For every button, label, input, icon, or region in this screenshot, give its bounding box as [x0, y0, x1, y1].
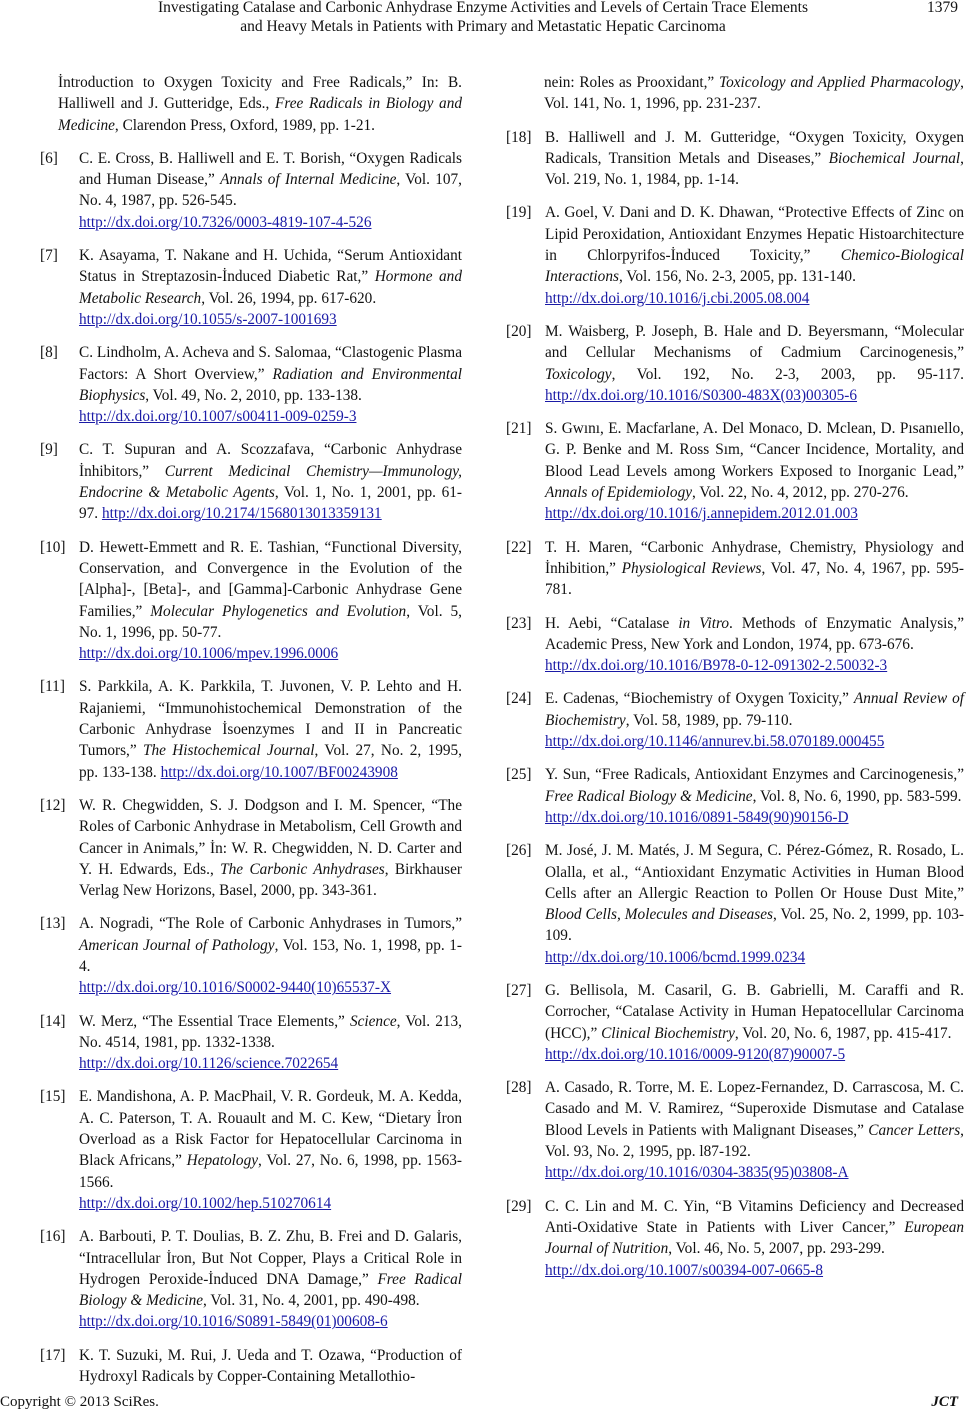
doi-link[interactable]: http://dx.doi.org/10.1006/mpev.1996.0006	[79, 645, 339, 663]
ref-source: Biochemical Journal	[828, 149, 961, 167]
doi-link[interactable]: http://dx.doi.org/10.1007/BF00243908	[160, 763, 398, 781]
reference-entry	[506, 764, 964, 828]
reference-entry	[40, 1226, 462, 1332]
reference-entry	[506, 1196, 964, 1281]
ref-text: C. E. Cross, B. Halliwell and E. T. Borish, “Oxygen Radicals and Human Disease,”	[79, 149, 462, 189]
reference-number: [28]	[506, 1079, 532, 1097]
reference-entry	[506, 537, 964, 601]
ref-source: Hormone and Metabolic Research	[79, 268, 462, 307]
ref-text: A. Nogradi, “The Role of Carbonic Anhydrases in Tumors,”	[79, 915, 462, 933]
reference-entry	[506, 980, 964, 1065]
ref-details: , Vol. 1, No. 1, 2001, pp. 61-97.	[79, 484, 462, 523]
ref-source: Current Medicinal Chemistry—Immunology, Endocrine & Metabolic Agents	[79, 462, 462, 502]
doi-link[interactable]: http://dx.doi.org/10.1016/0009-9120(87)90007-5	[545, 1045, 846, 1063]
reference-number: [17]	[40, 1346, 66, 1364]
reference-entry	[40, 148, 462, 233]
ref-source: Toxicology and Applied Pharmacology	[718, 74, 961, 91]
ref-source: Chemico-Biological Interactions	[545, 247, 964, 286]
ref-text: W. R. Chegwidden, S. J. Dodgson and I. M. Spencer, “The Roles of Carbonic Anhydrase in Metabolism, Cell Growth and Cancer in Animals,” İn: W. R. Chegwidden, N. D. Carter and Y. H. Edwards, Eds.,	[79, 796, 462, 878]
ref-details: , Vol. 93, No. 2, 1995, pp. l87-192.	[545, 1121, 964, 1161]
ref-details: , Vol. 213, No. 4514, 1981, pp. 1332-1338.	[79, 1012, 463, 1051]
reference-entry	[40, 245, 462, 330]
ref-source: Annual Review of Biochemistry	[545, 690, 965, 729]
reference-entry	[506, 321, 964, 406]
ref-source: in Vitro	[678, 614, 729, 632]
ref-text: W. Merz, “The Essential Trace Elements,”	[79, 1012, 350, 1030]
reference-entry	[506, 1077, 964, 1183]
reference-number: [14]	[40, 1012, 66, 1030]
reference-number: [15]	[40, 1088, 66, 1106]
ref-text: C. T. Supuran and A. Scozzafava, “Carbonic Anhydrase İnhibitors,”	[79, 441, 462, 480]
ref-source: Blood Cells, Molecules and Diseases	[545, 906, 773, 924]
ref-source: The Carbonic Anhydrases	[220, 860, 385, 878]
ref-text: D. Hewett-Emmett and R. E. Tashian, “Functional Diversity, Conservation, and Convergence in the Evolution of the [Alpha]-, [Beta]-, and [Gamma]-Carbonic Anhydrase Gene Families,”	[79, 538, 462, 620]
doi-link[interactable]: http://dx.doi.org/10.1055/s-2007-1001693	[79, 310, 337, 328]
reference-entry	[506, 127, 964, 191]
ref-details: , Vol. 49, No. 2, 2010, pp. 133-138.	[145, 386, 362, 404]
ref-source: Hepatology	[186, 1152, 259, 1170]
ref-source: American Journal of Pathology	[79, 936, 275, 954]
reference-entry	[40, 537, 462, 665]
reference-number: [11]	[40, 678, 65, 696]
ref-details: , Vol. 27, No. 6, 1998, pp. 1563-1566.	[79, 1152, 462, 1191]
reference-entry	[40, 1086, 462, 1214]
ref-details: , Vol. 58, 1989, pp. 79-110.	[625, 711, 793, 729]
doi-link[interactable]: http://dx.doi.org/10.1006/bcmd.1999.0234	[545, 948, 806, 966]
reference-entry	[506, 688, 964, 752]
ref-source: Cancer Letters	[868, 1121, 961, 1139]
doi-link[interactable]: http://dx.doi.org/10.1016/j.cbi.2005.08.004	[545, 289, 810, 307]
ref-details: , Vol. 26, 1994, pp. 617-620.	[201, 289, 377, 307]
reference-entry	[40, 913, 462, 998]
ref-source: The Histochemical Journal	[142, 742, 315, 760]
ref-details: , Vol. 153, No. 1, 1998, pp. 1-4.	[79, 936, 462, 975]
reference-entry	[506, 613, 964, 677]
ref-source: Toxicology	[545, 365, 612, 383]
ref-source: Physiological Reviews	[621, 559, 762, 577]
reference-entry	[40, 342, 462, 427]
reference-continuation	[40, 72, 462, 136]
ref-text: Y. Sun, “Free Radicals, Antioxidant Enzymes and Carcinogenesis,”	[545, 766, 964, 784]
reference-entry	[40, 439, 462, 524]
reference-continuation	[506, 72, 964, 115]
doi-link[interactable]: http://dx.doi.org/10.2174/1568013013359131	[101, 505, 382, 523]
reference-number: [29]	[506, 1197, 532, 1215]
ref-source: Science	[349, 1012, 397, 1030]
ref-details: , Vol. 46, No. 5, 2007, pp. 293-299.	[668, 1240, 885, 1258]
ref-source: European Journal of Nutrition	[545, 1218, 964, 1258]
doi-link[interactable]: http://dx.doi.org/10.1016/B978-0-12-091302-2.50032-3	[545, 657, 888, 675]
reference-number: [8]	[40, 344, 58, 362]
reference-number: [13]	[40, 915, 66, 933]
ref-source: Annals of Internal Medicine	[220, 171, 397, 189]
ref-details: , Vol. 31, No. 4, 2001, pp. 490-498.	[203, 1292, 420, 1310]
ref-source: Free Radical Biology & Medicine	[79, 1270, 462, 1310]
ref-text: M. Waisberg, P. Joseph, B. Hale and D. Beyersmann, “Molecular and Cellular Mechanisms of Cadmium Carcinogenesis,”	[545, 322, 964, 362]
left-column	[40, 72, 462, 1399]
copyright-notice: Copyright © 2013 SciRes.	[0, 1394, 159, 1410]
reference-number: [27]	[506, 981, 532, 999]
ref-details: , Vol. 192, No. 2-3, 2003, pp. 95-117.	[611, 365, 964, 383]
right-column	[506, 72, 964, 1293]
ref-source: Molecular Phylogenetics and Evolution	[150, 602, 407, 620]
ref-text: M. José, J. M. Matés, J. M Segura, C. Pérez-Gómez, R. Rosado, L. Olalla, et al., “Antioxidant Enzymatic Activities in Human Blood Cells after an Allergic Reaction to Pollen Or House Dust Mite,”	[545, 842, 964, 902]
ref-details: , Vol. 8, No. 6, 1990, pp. 583-599.	[752, 787, 962, 805]
doi-link[interactable]: http://dx.doi.org/10.1016/S0002-9440(10)65537-X	[79, 979, 392, 997]
reference-number: [16]	[40, 1228, 66, 1246]
doi-link[interactable]: http://dx.doi.org/10.1126/science.7022654	[79, 1055, 339, 1073]
reference-number: [23]	[506, 614, 532, 632]
ref-details: . Methods of Enzymatic Analysis,” Academic Press, New York and London, 1974, pp. 673-676.	[545, 614, 964, 653]
doi-link[interactable]: http://dx.doi.org/10.1016/0891-5849(90)90156-D	[545, 808, 849, 826]
ref-details: , Clarendon Press, Oxford, 1989, pp. 1-21.	[114, 116, 375, 134]
doi-link[interactable]: http://dx.doi.org/10.1146/annurev.bi.58.070189.000455	[545, 733, 885, 751]
ref-text: E. Mandishona, A. P. MacPhail, V. R. Gordeuk, M. A. Kedda, A. C. Paterson, T. A. Rouault and M. C. Kew, “Dietary İron Overload as a Risk Factor for Hepatocellular Carcinoma in Black Africans,”	[79, 1088, 462, 1170]
ref-text: C. Lindholm, A. Acheva and S. Salomaa, “Clastogenic Plasma Factors: A Short Overview,”	[79, 344, 462, 383]
header-title-line-2: and Heavy Metals in Patients with Primary and Metastatic Hepatic Carcinoma	[240, 18, 726, 35]
journal-abbreviation: JCT	[931, 1394, 958, 1410]
ref-source: Free Radical Biology & Medicine	[545, 787, 753, 805]
doi-link[interactable]: http://dx.doi.org/10.1007/s00411-009-0259-3	[79, 408, 357, 426]
reference-entry	[506, 840, 964, 968]
ref-source: Annals of Epidemiology	[545, 484, 693, 502]
reference-number: [9]	[40, 441, 58, 459]
ref-details: , Vol. 107, No. 4, 1987, pp. 526-545.	[79, 171, 463, 210]
ref-details: , Vol. 25, No. 2, 1999, pp. 103-109.	[545, 906, 964, 945]
reference-number: [25]	[506, 766, 532, 784]
doi-link[interactable]: http://dx.doi.org/10.1016/S0891-5849(01)00608-6	[79, 1313, 388, 1331]
reference-entry	[40, 676, 462, 782]
reference-entry	[40, 795, 462, 901]
ref-details: , Vol. 20, No. 6, 1987, pp. 415-417.	[734, 1024, 952, 1042]
ref-details: , Vol. 22, No. 4, 2012, pp. 270-276.	[692, 484, 909, 502]
ref-text: H. Aebi, “Catalase	[545, 614, 679, 632]
ref-details: , Birkhauser Verlag New Horizons, Basel, 2000, pp. 343-361.	[79, 860, 462, 900]
ref-text: nein: Roles as Prooxidant,”	[544, 74, 719, 91]
ref-text: G. Bellisola, M. Casaril, G. B. Gabrielli, M. Caraffi and R. Corrocher, “Catalase Activity in Human Hepatocellular Carcinoma (HCC),”	[545, 981, 964, 1042]
ref-details: , Vol. 219, No. 1, 1984, pp. 1-14.	[545, 149, 964, 189]
reference-number: [19]	[506, 204, 532, 222]
ref-details: , Vol. 5, No. 1, 1996, pp. 50-77.	[79, 602, 462, 641]
doi-link[interactable]: http://dx.doi.org/10.1016/j.annepidem.2012.01.003	[545, 505, 858, 523]
reference-number: [21]	[506, 420, 532, 438]
ref-details: , Vol. 156, No. 2-3, 2005, pp. 131-140.	[618, 268, 856, 286]
ref-details: , Vol. 141, No. 1, 1996, pp. 231-237.	[544, 74, 964, 113]
doi-link[interactable]: http://dx.doi.org/10.1016/S0300-483X(03)00305-6	[545, 386, 858, 404]
ref-text: K. Asayama, T. Nakane and H. Uchida, “Serum Antioxidant Status in Streptazosin-İnduced Diabetic Rat,”	[79, 247, 462, 286]
reference-number: [10]	[40, 538, 66, 556]
ref-text: S. Parkkila, A. K. Parkkila, T. Juvonen, V. P. Lehto and H. Rajaniemi, “Immunohistochemical Demonstration of the Carbonic Anhydrase İsoenzymes I and II in Pancreatic Tumors,”	[79, 678, 462, 760]
page-number: 1379	[927, 0, 958, 16]
ref-source: Radiation and Environmental Biophysics	[79, 365, 462, 404]
reference-entry	[40, 1011, 462, 1075]
doi-link[interactable]: http://dx.doi.org/10.1002/hep.510270614	[79, 1194, 332, 1212]
ref-text: A. Barbouti, P. T. Doulias, B. Z. Zhu, B. Frei and D. Galaris, “Intracellular İron, But Not Copper, Plays a Critical Role in Hydrogen Peroxide-İnduced DNA Damage,”	[79, 1228, 462, 1288]
ref-text: A. Casado, R. Torre, M. E. Lopez-Fernandez, D. Carrascosa, M. C. Casado and M. V. Ramirez, “Superoxide Dismutase and Catalase Blood Levels in Patients with Malignant Diseases,”	[545, 1079, 964, 1139]
header-title-line-1: Investigating Catalase and Carbonic Anhydrase Enzyme Activities and Levels of Certain Trace Elements	[158, 0, 808, 16]
ref-text: E. Cadenas, “Biochemistry of Oxygen Toxicity,”	[545, 690, 854, 708]
reference-entry	[40, 1345, 462, 1388]
running-header	[0, 0, 966, 40]
reference-number: [6]	[40, 149, 58, 167]
ref-text: A. Goel, V. Dani and D. K. Dhawan, “Protective Effects of Zinc on Lipid Peroxidation, Antioxidant Enzymes Hepatic Histoarchitecture in Chlorpyrifos-İnduced Toxicity,”	[545, 204, 964, 265]
ref-text: K. T. Suzuki, M. Rui, J. Ueda and T. Ozawa, “Production of Hydroxyl Radicals by Copper-Containing Metallothio-	[79, 1346, 462, 1386]
ref-text: İntroduction to Oxygen Toxicity and Free Radicals,” In: B. Halliwell and J. Gutteridge, Eds.,	[58, 74, 462, 113]
doi-link[interactable]: http://dx.doi.org/10.1016/0304-3835(95)03808-A	[545, 1164, 849, 1182]
reference-number: [12]	[40, 796, 66, 814]
reference-entry	[506, 418, 964, 524]
reference-number: [20]	[506, 322, 532, 340]
ref-details: , Vol. 27, No. 2, 1995, pp. 133-138.	[79, 742, 462, 781]
doi-link[interactable]: http://dx.doi.org/10.1007/s00394-007-0665-8	[545, 1261, 824, 1279]
doi-link[interactable]: http://dx.doi.org/10.7326/0003-4819-107-4-526	[79, 213, 372, 231]
reference-number: [22]	[506, 538, 532, 556]
reference-number: [24]	[506, 690, 532, 708]
reference-entry	[506, 202, 964, 308]
reference-number: [18]	[506, 128, 532, 146]
ref-details: , Vol. 47, No. 4, 1967, pp. 595-781.	[545, 559, 965, 599]
ref-text: S. Gwını, E. Macfarlane, A. Del Monaco, D. Mclean, D. Pısanıello, G. P. Benke and M. Ross Sım, “Cancer Incidence, Mortality, and Blood Lead Levels among Workers Exposed to Inorganic Lead,”	[545, 420, 964, 480]
reference-number: [7]	[40, 247, 58, 265]
reference-number: [26]	[506, 842, 532, 860]
ref-source: Free Radicals in Biology and Medicine	[58, 95, 462, 134]
ref-source: Clinical Biochemistry	[601, 1024, 735, 1042]
ref-text: B. Halliwell and J. M. Gutteridge, “Oxygen Toxicity, Oxygen Radicals, Transition Metals and Diseases,”	[545, 128, 964, 167]
ref-text: T. H. Maren, “Carbonic Anhydrase, Chemistry, Physiology and İnhibition,”	[545, 538, 964, 577]
ref-text: C. C. Lin and M. C. Yin, “B Vitamins Deficiency and Decreased Anti-Oxidative State in Patients with Liver Cancer,”	[545, 1197, 964, 1236]
